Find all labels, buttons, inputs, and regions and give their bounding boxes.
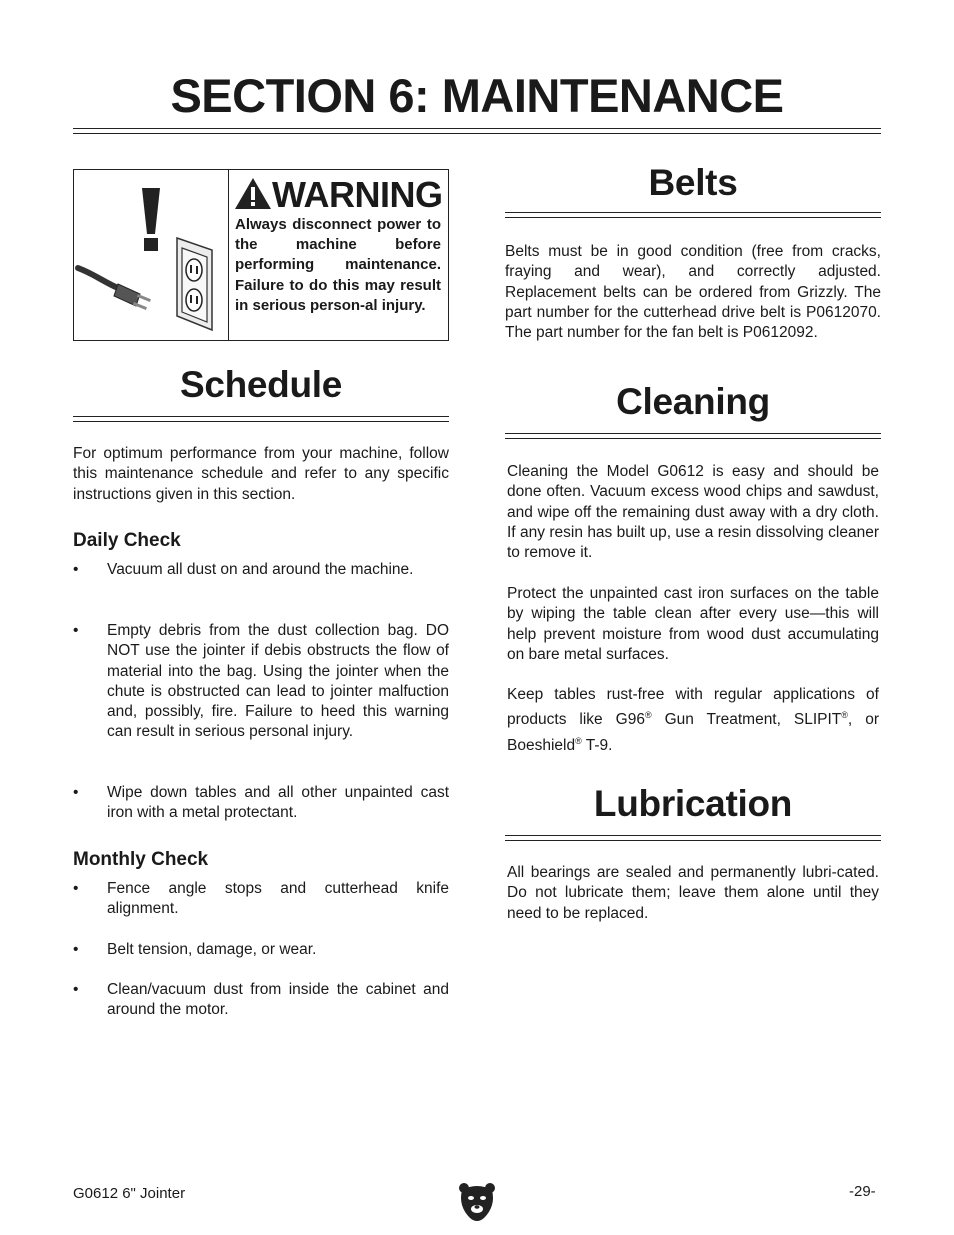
bullet: • [73, 981, 79, 998]
cleaning-p3-part: , or Boeshield [507, 711, 879, 754]
cleaning-p3-part: Gun Treatment, SLIPIT [651, 711, 842, 729]
warning-text: Always disconnect power to the machine before performing maintenance. Failure to do this may result in serious person-al injury. [235, 216, 441, 314]
list-item [73, 879, 449, 920]
schedule-rule [73, 416, 449, 422]
cleaning-p3-part: T-9. [581, 736, 613, 754]
page-title: SECTION 6: MAINTENANCE [170, 69, 784, 122]
warning-triangle-icon [234, 176, 272, 210]
bullet: • [73, 561, 79, 578]
bullet: • [73, 880, 79, 897]
bear-logo-icon [458, 1180, 496, 1224]
list-item [73, 621, 449, 743]
warning-box [73, 169, 449, 341]
list-item [73, 560, 449, 580]
schedule-intro: For optimum performance from your machine, follow this maintenance schedule and refer to any specific instructions given in this section. [73, 445, 449, 503]
list-item [73, 783, 449, 824]
list-item-text: Clean/vacuum dust from inside the cabinet and around the motor. [107, 981, 449, 1019]
cleaning-p3-part: Keep tables rust-free with regular applications of products like G96 [507, 686, 879, 729]
footer-page-number: -29- [849, 1183, 876, 1200]
lubrication-text: All bearings are sealed and permanently lubri-cated. Do not lubricate them; leave them alone until they need to be replaced. [507, 864, 879, 922]
footer-model: G0612 6" Jointer [73, 1185, 186, 1202]
schedule-heading: Schedule [179, 364, 343, 405]
bullet: • [73, 622, 79, 639]
monthly-check-heading: Monthly Check [73, 849, 209, 870]
cleaning-heading: Cleaning [616, 381, 770, 422]
cleaning-paragraph-2: Protect the unpainted cast iron surfaces on the table by wiping the table clean after every use—this will help prevent moisture from wood dust accumulating on bare metal surfaces. [507, 585, 879, 663]
belts-heading: Belts [648, 162, 738, 203]
belts-rule [505, 212, 881, 218]
list-item-text: Vacuum all dust on and around the machine. [107, 561, 414, 578]
warning-image [74, 170, 229, 340]
cleaning-rule [505, 433, 881, 439]
exclamation-icon [142, 188, 160, 251]
warning-heading [234, 174, 443, 216]
list-item-text: Belt tension, damage, or wear. [107, 941, 317, 958]
title-rule [73, 128, 881, 134]
registered-mark: ® [575, 735, 582, 746]
list-item-text: Fence angle stops and cutterhead knife alignment. [107, 880, 449, 918]
lubrication-heading: Lubrication [593, 783, 793, 824]
daily-check-heading: Daily Check [73, 530, 181, 551]
bullet: • [73, 941, 79, 958]
bullet: • [73, 784, 79, 801]
belts-text: Belts must be in good condition (free from cracks, fraying and wear), and correctly adjusted. Replacement belts can be ordered from Grizzly. The part number for the cutterhead drive belt is P0612070. The part number for the fan belt is P0612092. [505, 243, 881, 342]
cleaning-paragraph-3 [507, 685, 879, 756]
list-item-text: Wipe down tables and all other unpainted cast iron with a metal protectant. [107, 784, 449, 822]
registered-mark: ® [644, 710, 652, 721]
cleaning-paragraph-1: Cleaning the Model G0612 is easy and should be done often. Vacuum excess wood chips and sawdust, and wipe off the remaining dust away with a dry cloth. If any resin has built up, use a resin dissolving cleaner to remove it. [507, 463, 879, 562]
list-item-text: Empty debris from the dust collection bag. DO NOT use the jointer if debis obstructs the flow of material into the bag. Using the jointer when the chute is obstructed can lead to jointer malfuction and, possibly, fire. Failure to heed this warning can result in serious personal injury. [107, 622, 449, 741]
list-item [73, 980, 449, 1021]
list-item [73, 940, 449, 960]
outlet-icon [177, 238, 212, 330]
plug-icon [78, 268, 151, 310]
warning-heading-text: WARNING [272, 174, 443, 215]
registered-mark: ® [841, 710, 848, 721]
lubrication-rule [505, 835, 881, 841]
